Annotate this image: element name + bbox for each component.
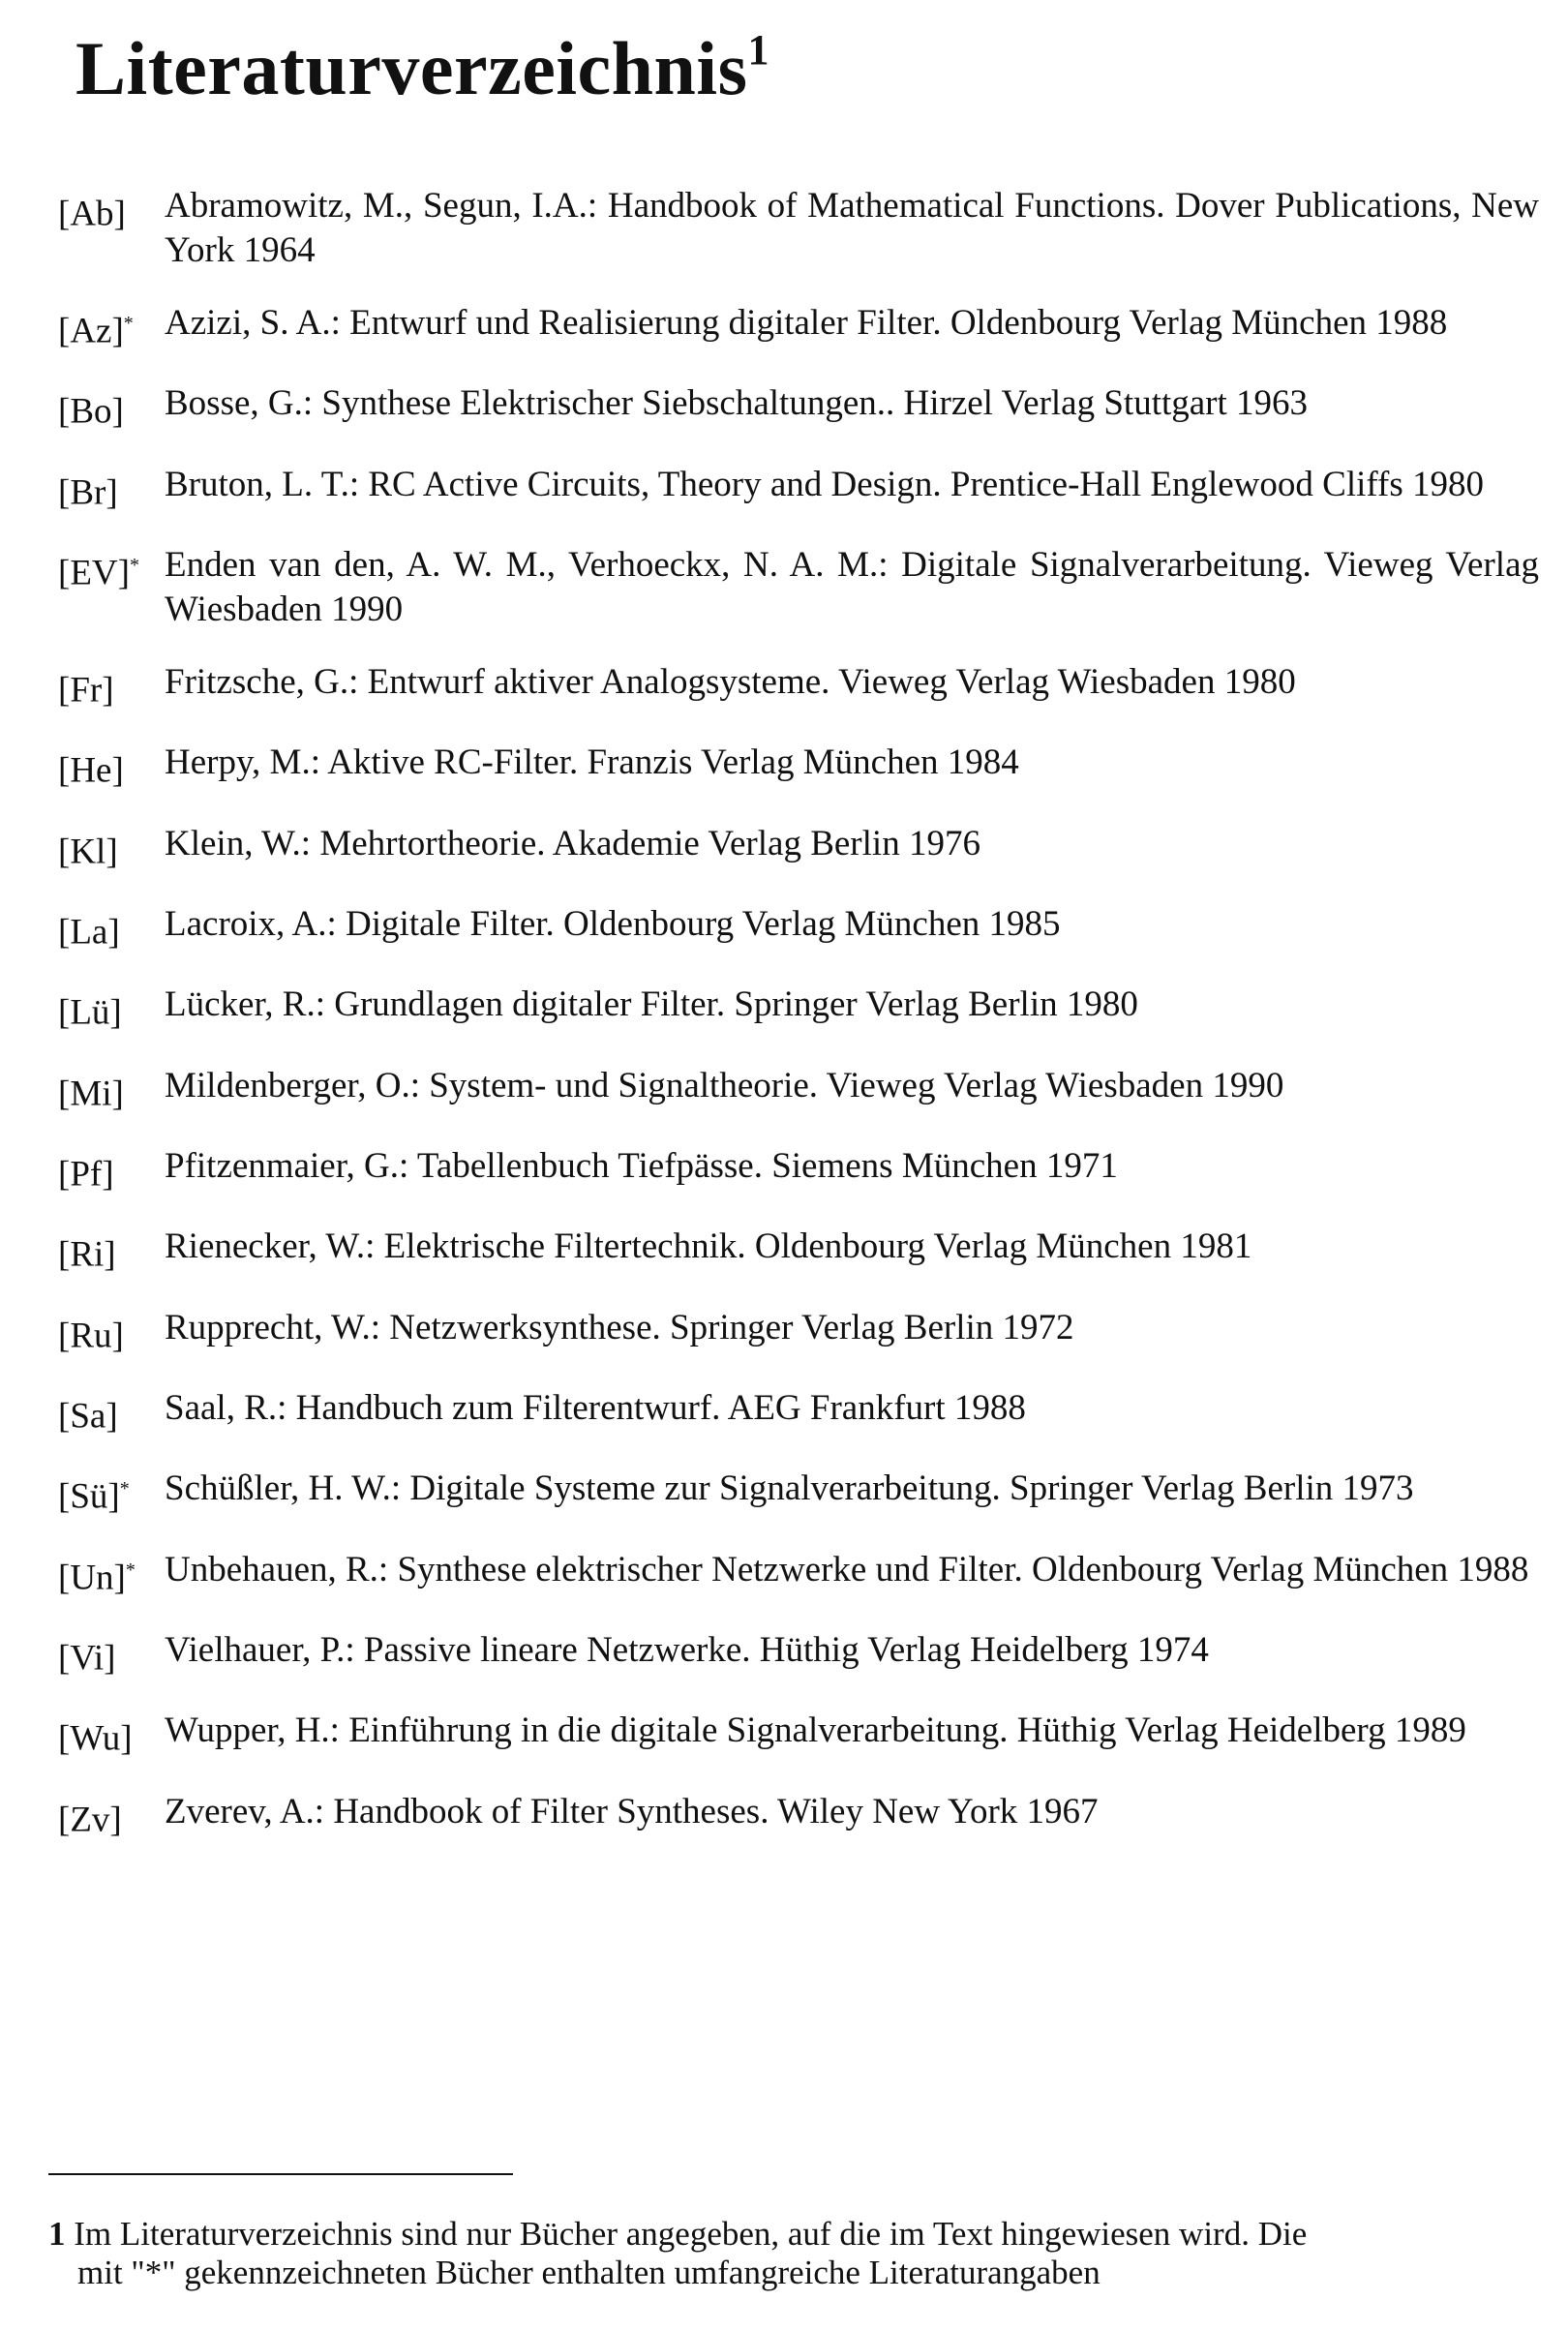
reference-key: [Zv]	[58, 1799, 122, 1839]
reference-entry	[58, 463, 1539, 515]
reference-text: Pfitzenmaier, G.: Tabellenbuch Tiefpässe. Siemens München 1971	[165, 1145, 1118, 1186]
reference-key: [Vi]	[58, 1638, 116, 1679]
reference-entry	[58, 1064, 1539, 1116]
reference-text: Azizi, S. A.: Entwurf und Realisierung digitaler Filter. Oldenbourg Verlag München 1988	[165, 303, 1448, 343]
reference-entry	[58, 381, 1539, 434]
reference-text: Schüßler, H. W.: Digitale Systeme zur Signalverarbeitung. Springer Verlag Berlin 1973	[165, 1468, 1414, 1509]
reference-key: [Az]*	[58, 311, 134, 351]
reference-text: Unbehauen, R.: Synthese elektrischer Netzwerke und Filter. Oldenbourg Verlag München 1988	[165, 1549, 1529, 1589]
reference-key: [Kl]	[58, 831, 118, 871]
footnote	[48, 2215, 1520, 2292]
title-footnote-marker: 1	[747, 26, 769, 74]
reference-text: Bosse, G.: Synthese Elektrischer Siebschaltungen.. Hirzel Verlag Stuttgart 1963	[165, 383, 1309, 424]
reference-entry	[58, 1306, 1539, 1358]
reference-entry	[58, 902, 1539, 954]
reference-key: [Fr]	[58, 670, 114, 711]
reference-entry	[58, 1144, 1539, 1196]
reference-text: Saal, R.: Handbuch zum Filterentwurf. AEG Frankfurt 1988	[165, 1387, 1026, 1428]
page-title-text: Literaturverzeichnis	[75, 26, 748, 110]
reference-entry	[58, 660, 1539, 712]
reference-text: Zverev, A.: Handbook of Filter Syntheses. Wiley New York 1967	[165, 1791, 1099, 1832]
reference-entry	[58, 1709, 1539, 1761]
reference-key: [Wu]	[58, 1718, 133, 1759]
reference-list	[58, 184, 1539, 1870]
reference-key: [Sü]*	[58, 1476, 130, 1517]
reference-entry	[58, 543, 1539, 632]
reference-entry	[58, 741, 1539, 793]
reference-text: Lücker, R.: Grundlagen digitaler Filter. Springer Verlag Berlin 1980	[165, 984, 1138, 1025]
reference-text: Klein, W.: Mehrtortheorie. Akademie Verlag Berlin 1976	[165, 823, 980, 863]
reference-text: Bruton, L. T.: RC Active Circuits, Theory and Design. Prentice-Hall Englewood Cliffs 1980	[165, 464, 1485, 504]
reference-entry	[58, 1548, 1539, 1600]
reference-text: Abramowitz, M., Segun, I.A.: Handbook of Mathematical Functions. Dover Publications, New York 1964	[165, 186, 1539, 270]
reference-text: Herpy, M.: Aktive RC-Filter. Franzis Verlag München 1984	[165, 742, 1019, 783]
reference-entry	[58, 983, 1539, 1035]
reference-text: Vielhauer, P.: Passive lineare Netzwerke. Hüthig Verlag Heidelberg 1974	[165, 1629, 1209, 1670]
reference-key: [Br]	[58, 471, 118, 512]
reference-key: [Lü]	[58, 992, 122, 1033]
reference-key: [Mi]	[58, 1073, 124, 1113]
reference-entry	[58, 1790, 1539, 1842]
reference-entry	[58, 184, 1539, 273]
reference-text: Mildenberger, O.: System- und Signaltheorie. Vieweg Verlag Wiesbaden 1990	[165, 1065, 1284, 1105]
reference-key: [Ru]	[58, 1315, 124, 1355]
reference-key: [La]	[58, 912, 120, 953]
reference-text: Fritzsche, G.: Entwurf aktiver Analogsysteme. Vieweg Verlag Wiesbaden 1980	[165, 661, 1296, 702]
reference-entry	[58, 1628, 1539, 1680]
reference-key: [Pf]	[58, 1154, 114, 1195]
reference-key: [Bo]	[58, 391, 124, 432]
reference-entry	[58, 1386, 1539, 1438]
reference-entry	[58, 1225, 1539, 1277]
reference-text: Rienecker, W.: Elektrische Filtertechnik. Oldenbourg Verlag München 1981	[165, 1226, 1252, 1267]
reference-entry	[58, 1467, 1539, 1519]
reference-entry	[58, 301, 1539, 353]
footnote-text-line-1: Im Literaturverzeichnis sind nur Bücher angegeben, auf die im Text hingewiesen wird. Die	[74, 2215, 1308, 2253]
reference-text: Wupper, H.: Einführung in die digitale Signalverarbeitung. Hüthig Verlag Heidelberg 1989	[165, 1710, 1466, 1751]
reference-key: [Un]*	[58, 1557, 136, 1597]
footnote-line-1	[48, 2215, 1520, 2254]
footnote-text-line-2: mit "*" gekennzeichneten Bücher enthalten umfangreiche Literaturangaben	[77, 2254, 1101, 2291]
reference-key: [Ri]	[58, 1234, 116, 1275]
reference-key: [Ab]	[58, 194, 126, 234]
reference-text: Enden van den, A. W. M., Verhoeckx, N. A. M.: Digitale Signalverarbeitung. Vieweg Verlag Wiesbaden 1990	[165, 544, 1539, 629]
reference-key: [EV]*	[58, 553, 139, 593]
reference-key: [He]	[58, 750, 124, 791]
footnote-marker: 1	[48, 2215, 66, 2253]
reference-text: Lacroix, A.: Digitale Filter. Oldenbourg Verlag München 1985	[165, 903, 1061, 944]
footnote-divider	[48, 2173, 513, 2175]
reference-text: Rupprecht, W.: Netzwerksynthese. Springer Verlag Berlin 1972	[165, 1307, 1074, 1347]
reference-entry	[58, 822, 1539, 874]
page-title	[75, 27, 769, 110]
reference-key: [Sa]	[58, 1396, 118, 1437]
